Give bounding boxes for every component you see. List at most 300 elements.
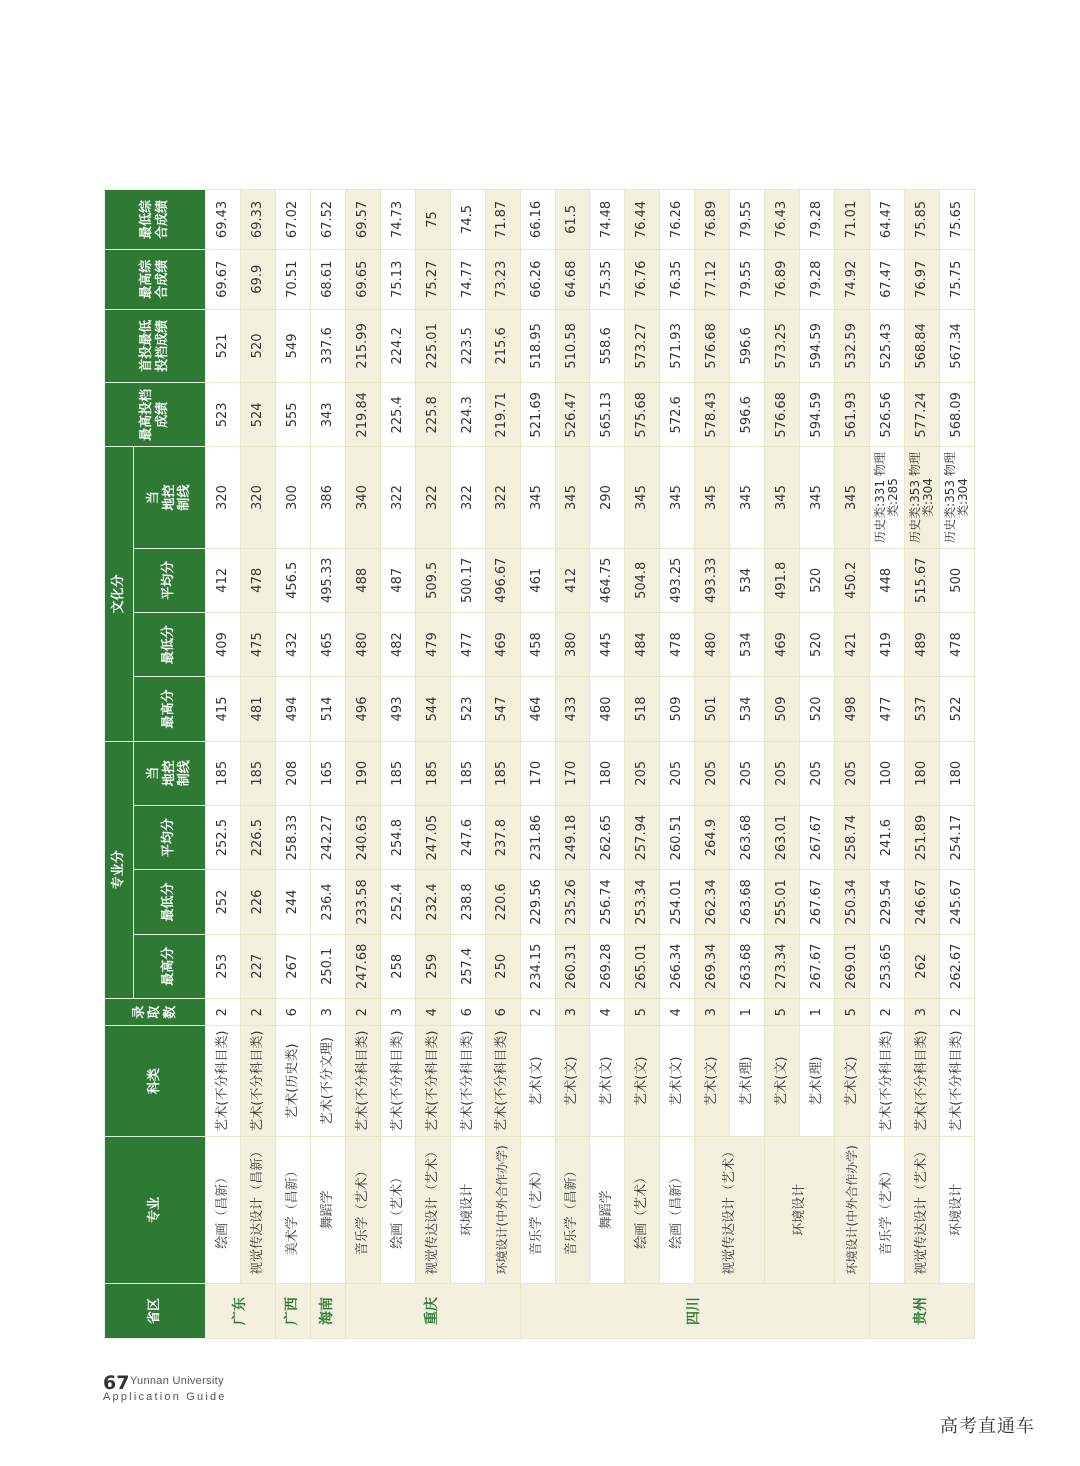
header-first-min-file-label: 首投最低投档成绩	[139, 319, 170, 372]
header-top-file	[105, 383, 206, 447]
cell-prof-line: 165	[310, 741, 345, 805]
cell-major: 视觉传达设计（艺术）	[905, 1136, 940, 1283]
cell-prof-avg: 264.9	[695, 805, 730, 869]
cell-prof-line: 180	[590, 741, 625, 805]
table-row	[940, 190, 975, 1339]
cell-prof-avg: 251.89	[905, 805, 940, 869]
table-row	[380, 190, 415, 1339]
cell-cult-avg: 500.17	[450, 548, 485, 612]
cell-top-file: 576.68	[765, 383, 800, 447]
cell-cult-min: 478	[940, 612, 975, 676]
cell-cult-min: 465	[310, 612, 345, 676]
cell-prof-avg: 258.74	[835, 805, 870, 869]
cell-category: 艺术(不分科目类)	[206, 1026, 241, 1136]
cell-category: 艺术(不分科目类)	[940, 1026, 975, 1136]
cell-cult-max: 498	[835, 677, 870, 741]
cell-top-file: 526.47	[555, 383, 590, 447]
cell-prof-max: 263.68	[730, 934, 765, 998]
cell-cult-avg: 461	[520, 548, 555, 612]
cell-top-file: 561.93	[835, 383, 870, 447]
cell-prof-avg: 257.94	[625, 805, 660, 869]
cell-cult-min: 489	[905, 612, 940, 676]
cell-major: 音乐学（昌新）	[555, 1136, 590, 1283]
cell-cult-min: 419	[870, 612, 905, 676]
cell-prof-max: 267.67	[800, 934, 835, 998]
cell-category: 艺术(文)	[660, 1026, 695, 1136]
table-row	[590, 190, 625, 1339]
cell-cult-avg: 534	[730, 548, 765, 612]
cell-prof-line: 185	[415, 741, 450, 805]
cell-first-min-file: 518.95	[520, 309, 555, 383]
province-cell: 四川	[520, 1283, 870, 1338]
cell-major: 环境设计	[765, 1136, 835, 1283]
cell-admitted: 6	[275, 998, 310, 1026]
cell-cult-max: 514	[310, 677, 345, 741]
cell-first-min-file: 596.6	[730, 309, 765, 383]
cell-major: 音乐学（艺术）	[345, 1136, 380, 1283]
cell-category: 艺术(理)	[800, 1026, 835, 1136]
header-prof-max: 最高分	[134, 934, 206, 998]
table-row	[310, 190, 345, 1339]
cell-prof-avg: 237.8	[485, 805, 520, 869]
cell-cult-line: 345	[835, 447, 870, 548]
header-prof-avg: 平均分	[134, 805, 206, 869]
cell-comp-max: 75.13	[380, 249, 415, 309]
cell-comp-max: 70.51	[275, 249, 310, 309]
cell-top-file: 575.68	[625, 383, 660, 447]
cell-first-min-file: 223.5	[450, 309, 485, 383]
cell-cult-max: 520	[800, 677, 835, 741]
cell-prof-line: 185	[380, 741, 415, 805]
table-row	[555, 190, 590, 1339]
cell-prof-avg: 249.18	[555, 805, 590, 869]
cell-cult-line: 345	[660, 447, 695, 548]
table-body	[206, 190, 975, 1339]
cell-first-min-file: 525.43	[870, 309, 905, 383]
cell-cult-line: 322	[450, 447, 485, 548]
cell-first-min-file: 568.84	[905, 309, 940, 383]
cell-admitted: 5	[765, 998, 800, 1026]
cell-cult-max: 509	[765, 677, 800, 741]
cell-category: 艺术(不分文理)	[310, 1026, 345, 1136]
cell-admitted: 2	[940, 998, 975, 1026]
rotated-table-container	[104, 189, 975, 1339]
cell-prof-avg: 263.68	[730, 805, 765, 869]
cell-prof-avg: 241.6	[870, 805, 905, 869]
cell-prof-min: 220.6	[485, 870, 520, 934]
cell-cult-line: 300	[275, 447, 310, 548]
cell-prof-line: 180	[940, 741, 975, 805]
cell-prof-line: 185	[240, 741, 275, 805]
cell-prof-max: 227	[240, 934, 275, 998]
cell-prof-min: 254.01	[660, 870, 695, 934]
cell-cult-min: 477	[450, 612, 485, 676]
cell-prof-avg: 260.51	[660, 805, 695, 869]
table-row	[660, 190, 695, 1339]
cell-cult-min: 475	[240, 612, 275, 676]
cell-top-file: 225.8	[415, 383, 450, 447]
header-category: 科类	[105, 1026, 206, 1136]
cell-prof-avg: 254.8	[380, 805, 415, 869]
cell-cult-line: 322	[380, 447, 415, 548]
cell-major: 环境设计	[940, 1136, 975, 1283]
cell-cult-min: 380	[555, 612, 590, 676]
cell-comp-max: 68.61	[310, 249, 345, 309]
cell-first-min-file: 337.6	[310, 309, 345, 383]
cell-prof-line: 205	[765, 741, 800, 805]
cell-prof-line: 205	[730, 741, 765, 805]
cell-comp-min: 76.44	[625, 190, 660, 250]
cell-top-file: 578.43	[695, 383, 730, 447]
header-comp-min-label: 最低综合成绩	[139, 199, 170, 239]
cell-cult-min: 469	[485, 612, 520, 676]
header-top-file-label: 最高投档成绩	[139, 388, 170, 441]
cell-major: 舞蹈学	[590, 1136, 625, 1283]
cell-first-min-file: 558.6	[590, 309, 625, 383]
cell-comp-max: 73.23	[485, 249, 520, 309]
page-number: 67	[103, 1372, 130, 1394]
cell-comp-min: 74.48	[590, 190, 625, 250]
cell-comp-max: 75.75	[940, 249, 975, 309]
cell-cult-avg: 496.67	[485, 548, 520, 612]
cell-prof-line: 170	[555, 741, 590, 805]
cell-cult-avg: 448	[870, 548, 905, 612]
header-culture-score: 文化分	[105, 447, 134, 741]
cell-prof-max: 262.67	[940, 934, 975, 998]
cell-cult-avg: 509.5	[415, 548, 450, 612]
cell-prof-max: 258	[380, 934, 415, 998]
cell-first-min-file: 567.34	[940, 309, 975, 383]
cell-prof-max: 269.28	[590, 934, 625, 998]
cell-cult-min: 520	[800, 612, 835, 676]
cell-cult-max: 433	[555, 677, 590, 741]
cell-cult-line: 320	[240, 447, 275, 548]
province-cell: 贵州	[870, 1283, 975, 1338]
cell-prof-line: 100	[870, 741, 905, 805]
cell-prof-min: 226	[240, 870, 275, 934]
cell-prof-min: 262.34	[695, 870, 730, 934]
cell-comp-max: 75.35	[590, 249, 625, 309]
cell-admitted: 2	[520, 998, 555, 1026]
cell-cult-max: 477	[870, 677, 905, 741]
header-prof-min: 最低分	[134, 870, 206, 934]
cell-admitted: 4	[415, 998, 450, 1026]
cell-category: 艺术(文)	[625, 1026, 660, 1136]
cell-prof-min: 267.67	[800, 870, 835, 934]
cell-top-file: 521.69	[520, 383, 555, 447]
cell-prof-line: 205	[625, 741, 660, 805]
cell-comp-min: 69.33	[240, 190, 275, 250]
cell-category: 艺术(不分科目类)	[485, 1026, 520, 1136]
cell-prof-line: 205	[660, 741, 695, 805]
cell-prof-avg: 267.67	[800, 805, 835, 869]
table-row	[240, 190, 275, 1339]
cell-cult-min: 484	[625, 612, 660, 676]
cell-first-min-file: 549	[275, 309, 310, 383]
cell-major: 绘画（昌新）	[206, 1136, 241, 1283]
cell-comp-max: 74.92	[835, 249, 870, 309]
cell-comp-max: 75.27	[415, 249, 450, 309]
header-cult-line	[134, 447, 206, 548]
cell-prof-line: 205	[695, 741, 730, 805]
cell-prof-min: 245.67	[940, 870, 975, 934]
cell-cult-line: 345	[695, 447, 730, 548]
cell-admitted: 3	[905, 998, 940, 1026]
cell-category: 艺术(文)	[835, 1026, 870, 1136]
cell-prof-line: 190	[345, 741, 380, 805]
cell-prof-max: 269.34	[695, 934, 730, 998]
cell-prof-min: 238.8	[450, 870, 485, 934]
cell-cult-min: 534	[730, 612, 765, 676]
cell-comp-min: 69.57	[345, 190, 380, 250]
cell-first-min-file: 520	[240, 309, 275, 383]
cell-cult-avg: 450.2	[835, 548, 870, 612]
cell-prof-avg: 247.05	[415, 805, 450, 869]
cell-prof-max: 250.1	[310, 934, 345, 998]
cell-category: 艺术(理)	[730, 1026, 765, 1136]
cell-top-file: 555	[275, 383, 310, 447]
cell-first-min-file: 510.58	[555, 309, 590, 383]
cell-cult-avg: 495.33	[310, 548, 345, 612]
cell-first-min-file: 573.25	[765, 309, 800, 383]
cell-comp-max: 76.97	[905, 249, 940, 309]
cell-first-min-file: 576.68	[695, 309, 730, 383]
cell-prof-line: 185	[485, 741, 520, 805]
cell-prof-max: 259	[415, 934, 450, 998]
cell-cult-min: 480	[695, 612, 730, 676]
cell-cult-max: 493	[380, 677, 415, 741]
table-row	[206, 190, 241, 1339]
cell-major: 视觉传达设计（昌新）	[240, 1136, 275, 1283]
cell-admitted: 6	[485, 998, 520, 1026]
cell-prof-min: 255.01	[765, 870, 800, 934]
cell-top-file: 343	[310, 383, 345, 447]
province-cell: 重庆	[345, 1283, 520, 1338]
cell-major: 视觉传达设计（艺术）	[695, 1136, 765, 1283]
watermark-text: 高考直通车	[940, 1416, 1035, 1437]
table-row	[905, 190, 940, 1339]
cell-admitted: 4	[660, 998, 695, 1026]
cell-cult-max: 547	[485, 677, 520, 741]
cell-category: 艺术(不分科目类)	[240, 1026, 275, 1136]
cell-admitted: 2	[345, 998, 380, 1026]
cell-prof-line: 205	[800, 741, 835, 805]
cell-prof-min: 252.4	[380, 870, 415, 934]
cell-comp-min: 67.02	[275, 190, 310, 250]
cell-comp-max: 79.55	[730, 249, 765, 309]
cell-first-min-file: 571.93	[660, 309, 695, 383]
cell-major: 美术学（昌新）	[275, 1136, 310, 1283]
cell-admitted: 3	[380, 998, 415, 1026]
cell-comp-min: 67.52	[310, 190, 345, 250]
cell-first-min-file: 224.2	[380, 309, 415, 383]
cell-top-file: 219.84	[345, 383, 380, 447]
cell-cult-min: 482	[380, 612, 415, 676]
cell-cult-avg: 456.5	[275, 548, 310, 612]
cell-comp-max: 76.89	[765, 249, 800, 309]
table-row	[695, 190, 730, 1339]
header-admitted-label: 录取数	[131, 1005, 178, 1019]
cell-cult-max: 522	[940, 677, 975, 741]
cell-cult-max: 537	[905, 677, 940, 741]
cell-cult-line: 历史类:353 物理类:304	[940, 447, 975, 548]
table-header	[105, 190, 206, 1339]
cell-category: 艺术(文)	[765, 1026, 800, 1136]
cell-admitted: 4	[590, 998, 625, 1026]
cell-prof-min: 263.68	[730, 870, 765, 934]
cell-cult-max: 518	[625, 677, 660, 741]
cell-cult-line: 历史类:331 物理类:285	[870, 447, 905, 548]
cell-first-min-file: 521	[206, 309, 241, 383]
cell-prof-max: 273.34	[765, 934, 800, 998]
cell-cult-line: 345	[625, 447, 660, 548]
header-major: 专业	[105, 1136, 206, 1283]
table-row	[275, 190, 310, 1339]
cell-prof-avg: 262.65	[590, 805, 625, 869]
cell-top-file: 526.56	[870, 383, 905, 447]
cell-prof-max: 250	[485, 934, 520, 998]
cell-first-min-file: 594.59	[800, 309, 835, 383]
cell-comp-max: 76.76	[625, 249, 660, 309]
cell-category: 艺术(不分科目类)	[415, 1026, 450, 1136]
cell-cult-line: 历史类:353 物理类:304	[905, 447, 940, 548]
table-row	[345, 190, 380, 1339]
cell-cult-avg: 478	[240, 548, 275, 612]
cell-cult-min: 479	[415, 612, 450, 676]
cell-prof-max: 269.01	[835, 934, 870, 998]
cell-cult-min: 478	[660, 612, 695, 676]
cell-comp-max: 64.68	[555, 249, 590, 309]
cell-prof-max: 267	[275, 934, 310, 998]
cell-prof-min: 236.4	[310, 870, 345, 934]
cell-cult-line: 320	[206, 447, 241, 548]
header-province: 省区	[105, 1283, 206, 1338]
cell-major: 音乐学（艺术）	[520, 1136, 555, 1283]
cell-prof-max: 262	[905, 934, 940, 998]
cell-prof-min: 229.56	[520, 870, 555, 934]
cell-prof-line: 180	[905, 741, 940, 805]
cell-prof-min: 256.74	[590, 870, 625, 934]
university-name: Yunnan University	[130, 1375, 224, 1387]
cell-prof-max: 247.68	[345, 934, 380, 998]
header-comp-max-label: 最高综合成绩	[139, 259, 170, 299]
cell-major: 视觉传达设计（艺术）	[415, 1136, 450, 1283]
cell-top-file: 523	[206, 383, 241, 447]
header-cult-line-label: 当 地控制线	[146, 484, 193, 511]
cell-prof-avg: 240.63	[345, 805, 380, 869]
admissions-table	[104, 189, 975, 1339]
cell-admitted: 2	[206, 998, 241, 1026]
province-cell: 广东	[206, 1283, 276, 1338]
cell-cult-line: 345	[765, 447, 800, 548]
cell-cult-min: 409	[206, 612, 241, 676]
cell-cult-avg: 491.8	[765, 548, 800, 612]
cell-prof-min: 235.26	[555, 870, 590, 934]
header-professional-score: 专业分	[105, 741, 134, 998]
cell-major: 绘画（艺术）	[380, 1136, 415, 1283]
cell-top-file: 565.13	[590, 383, 625, 447]
cell-prof-avg: 254.17	[940, 805, 975, 869]
cell-prof-max: 257.4	[450, 934, 485, 998]
cell-cult-avg: 493.33	[695, 548, 730, 612]
cell-first-min-file: 215.99	[345, 309, 380, 383]
cell-prof-min: 253.34	[625, 870, 660, 934]
cell-cult-avg: 515.67	[905, 548, 940, 612]
cell-first-min-file: 215.6	[485, 309, 520, 383]
table-row	[835, 190, 870, 1339]
cell-cult-max: 501	[695, 677, 730, 741]
cell-first-min-file: 573.27	[625, 309, 660, 383]
cell-admitted: 2	[240, 998, 275, 1026]
cell-prof-max: 266.34	[660, 934, 695, 998]
cell-category: 艺术(不分科目类)	[345, 1026, 380, 1136]
table-row	[485, 190, 520, 1339]
cell-major: 音乐学（艺术）	[870, 1136, 905, 1283]
cell-cult-line: 345	[555, 447, 590, 548]
cell-cult-avg: 412	[206, 548, 241, 612]
cell-prof-max: 253	[206, 934, 241, 998]
cell-prof-min: 233.58	[345, 870, 380, 934]
table-row	[415, 190, 450, 1339]
cell-comp-min: 74.73	[380, 190, 415, 250]
cell-admitted: 5	[835, 998, 870, 1026]
cell-comp-min: 76.43	[765, 190, 800, 250]
cell-prof-line: 208	[275, 741, 310, 805]
cell-category: 艺术(文)	[555, 1026, 590, 1136]
cell-major: 环境设计	[450, 1136, 485, 1283]
cell-prof-avg: 242.27	[310, 805, 345, 869]
cell-prof-min: 252	[206, 870, 241, 934]
cell-comp-max: 69.67	[206, 249, 241, 309]
cell-prof-max: 234.15	[520, 934, 555, 998]
cell-comp-min: 74.5	[450, 190, 485, 250]
table-row	[765, 190, 800, 1339]
header-cult-min: 最低分	[134, 612, 206, 676]
cell-comp-min: 75.85	[905, 190, 940, 250]
cell-cult-avg: 493.25	[660, 548, 695, 612]
cell-comp-max: 77.12	[695, 249, 730, 309]
cell-cult-avg: 487	[380, 548, 415, 612]
cell-cult-max: 494	[275, 677, 310, 741]
cell-prof-line: 185	[450, 741, 485, 805]
cell-admitted: 3	[555, 998, 590, 1026]
cell-category: 艺术(不分科目类)	[905, 1026, 940, 1136]
cell-cult-min: 432	[275, 612, 310, 676]
application-guide-label: Application Guide	[103, 1391, 227, 1403]
cell-cult-avg: 504.8	[625, 548, 660, 612]
cell-prof-max: 253.65	[870, 934, 905, 998]
cell-prof-max: 265.01	[625, 934, 660, 998]
table-row	[625, 190, 660, 1339]
cell-top-file: 568.09	[940, 383, 975, 447]
cell-cult-avg: 464.75	[590, 548, 625, 612]
cell-comp-min: 76.26	[660, 190, 695, 250]
province-cell: 广西	[275, 1283, 310, 1338]
cell-major: 环境设计(中外合作办学)	[835, 1136, 870, 1283]
cell-comp-min: 69.43	[206, 190, 241, 250]
cell-category: 艺术(文)	[590, 1026, 625, 1136]
cell-comp-min: 64.47	[870, 190, 905, 250]
cell-major: 绘画（艺术）	[625, 1136, 660, 1283]
header-prof-line	[134, 741, 206, 805]
table-row	[450, 190, 485, 1339]
cell-prof-avg: 252.5	[206, 805, 241, 869]
cell-prof-max: 260.31	[555, 934, 590, 998]
cell-prof-avg: 226.5	[240, 805, 275, 869]
cell-prof-line: 185	[206, 741, 241, 805]
cell-comp-min: 71.01	[835, 190, 870, 250]
cell-prof-line: 205	[835, 741, 870, 805]
